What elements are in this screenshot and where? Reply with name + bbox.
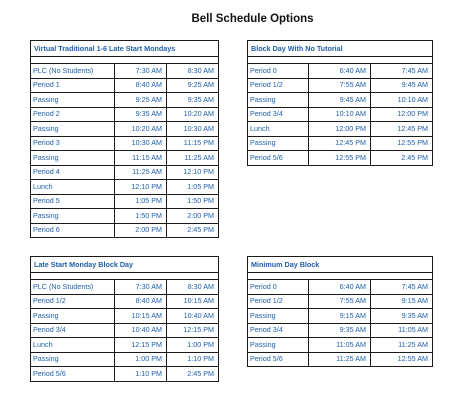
period-cell: Period 3/4	[248, 323, 309, 338]
end-time-cell: 7:45 AM	[371, 280, 433, 295]
period-cell: Passing	[31, 93, 115, 108]
start-time-cell: 2:00 PM	[115, 223, 167, 238]
end-time-cell: 2:00 PM	[167, 209, 219, 224]
end-time-cell: 11:25 AM	[167, 151, 219, 166]
period-cell: Lunch	[31, 180, 115, 195]
end-time-cell: 8:30 AM	[167, 280, 219, 295]
table-row	[31, 367, 219, 382]
start-time-cell: 9:45 AM	[309, 93, 371, 108]
start-time-cell: 7:30 AM	[115, 64, 167, 79]
table-spacer-row	[248, 273, 433, 280]
start-time-cell: 10:40 AM	[115, 323, 167, 338]
period-cell: PLC (No Students)	[31, 64, 115, 79]
period-cell: Lunch	[248, 122, 309, 137]
end-time-cell: 12:55 AM	[371, 352, 433, 367]
start-time-cell: 10:15 AM	[115, 309, 167, 324]
table-row	[248, 93, 433, 108]
end-time-cell: 7:45 AM	[371, 64, 433, 79]
table-spacer	[31, 273, 219, 280]
schedule-table-virtual-traditional	[30, 40, 219, 238]
table-row	[31, 180, 219, 195]
table-spacer	[248, 57, 433, 64]
end-time-cell: 9:25 AM	[167, 78, 219, 93]
start-time-cell: 10:20 AM	[115, 122, 167, 137]
period-cell: Period 1/2	[248, 294, 309, 309]
table-row	[31, 352, 219, 367]
end-time-cell: 12:45 PM	[371, 122, 433, 137]
end-time-cell: 2:45 PM	[167, 223, 219, 238]
period-cell: Period 5/6	[248, 151, 309, 166]
period-cell: Period 3	[31, 136, 115, 151]
table-row	[31, 209, 219, 224]
table-row	[31, 64, 219, 79]
start-time-cell: 6:40 AM	[309, 64, 371, 79]
table-row	[31, 165, 219, 180]
table-row	[31, 93, 219, 108]
period-cell: Period 0	[248, 280, 309, 295]
start-time-cell: 8:40 AM	[115, 294, 167, 309]
end-time-cell: 11:15 PM	[167, 136, 219, 151]
start-time-cell: 7:55 AM	[309, 78, 371, 93]
table-row	[248, 122, 433, 137]
end-time-cell: 12:55 PM	[371, 136, 433, 151]
end-time-cell: 11:25 AM	[371, 338, 433, 353]
period-cell: Period 6	[31, 223, 115, 238]
start-time-cell: 6:40 AM	[309, 280, 371, 295]
end-time-cell: 1:05 PM	[167, 180, 219, 195]
end-time-cell: 10:20 AM	[167, 107, 219, 122]
period-cell: Passing	[248, 93, 309, 108]
period-cell: Passing	[31, 122, 115, 137]
end-time-cell: 1:50 PM	[167, 194, 219, 209]
period-cell: Period 3/4	[31, 323, 115, 338]
table-row	[31, 280, 219, 295]
period-cell: Period 1/2	[31, 294, 115, 309]
end-time-cell: 10:15 AM	[167, 294, 219, 309]
start-time-cell: 1:50 PM	[115, 209, 167, 224]
start-time-cell: 11:25 AM	[309, 352, 371, 367]
period-cell: Period 1/2	[248, 78, 309, 93]
table-row	[248, 78, 433, 93]
table-title-row	[31, 257, 219, 273]
start-time-cell: 1:10 PM	[115, 367, 167, 382]
period-cell: Passing	[31, 352, 115, 367]
start-time-cell: 12:55 PM	[309, 151, 371, 166]
end-time-cell: 10:40 AM	[167, 309, 219, 324]
end-time-cell: 12:10 PM	[167, 165, 219, 180]
period-cell: Passing	[31, 151, 115, 166]
period-cell: Period 5/6	[248, 352, 309, 367]
end-time-cell: 9:15 AM	[371, 294, 433, 309]
schedule-table-late-start-monday-block	[30, 256, 219, 382]
start-time-cell: 12:45 PM	[309, 136, 371, 151]
table-spacer-row	[31, 57, 219, 64]
table-spacer-row	[31, 273, 219, 280]
end-time-cell: 12:00 PM	[371, 107, 433, 122]
table-row	[248, 309, 433, 324]
period-cell: Passing	[31, 309, 115, 324]
table-row	[248, 323, 433, 338]
table-row	[31, 107, 219, 122]
end-time-cell: 9:45 AM	[371, 78, 433, 93]
table-row	[248, 107, 433, 122]
period-cell: Period 1	[31, 78, 115, 93]
table-row	[31, 309, 219, 324]
start-time-cell: 12:15 PM	[115, 338, 167, 353]
period-cell: Passing	[248, 309, 309, 324]
period-cell: Lunch	[31, 338, 115, 353]
period-cell: Period 3/4	[248, 107, 309, 122]
end-time-cell: 8:30 AM	[167, 64, 219, 79]
start-time-cell: 7:55 AM	[309, 294, 371, 309]
end-time-cell: 1:00 PM	[167, 338, 219, 353]
table-row	[31, 136, 219, 151]
start-time-cell: 12:10 PM	[115, 180, 167, 195]
table-row	[31, 194, 219, 209]
start-time-cell: 10:10 AM	[309, 107, 371, 122]
start-time-cell: 11:25 AM	[115, 165, 167, 180]
start-time-cell: 9:25 AM	[115, 93, 167, 108]
table-row	[31, 338, 219, 353]
start-time-cell: 11:05 AM	[309, 338, 371, 353]
period-cell: Period 5/6	[31, 367, 115, 382]
end-time-cell: 2:45 PM	[167, 367, 219, 382]
table-title: Block Day With No Tutorial	[248, 41, 433, 57]
table-title-row	[31, 41, 219, 57]
start-time-cell: 12:00 PM	[309, 122, 371, 137]
table-row	[31, 78, 219, 93]
period-cell: Period 5	[31, 194, 115, 209]
table-spacer-row	[248, 57, 433, 64]
schedule-table-minimum-day-block	[247, 256, 433, 367]
table-title: Late Start Monday Block Day	[31, 257, 219, 273]
end-time-cell: 2:45 PM	[371, 151, 433, 166]
table-title: Minimum Day Block	[248, 257, 433, 273]
start-time-cell: 9:35 AM	[309, 323, 371, 338]
period-cell: Period 2	[31, 107, 115, 122]
table-title: Virtual Traditional 1-6 Late Start Mondays	[31, 41, 219, 57]
table-row	[31, 294, 219, 309]
table-row	[248, 64, 433, 79]
start-time-cell: 9:35 AM	[115, 107, 167, 122]
start-time-cell: 8:40 AM	[115, 78, 167, 93]
period-cell: Passing	[248, 338, 309, 353]
table-title-row	[248, 257, 433, 273]
page-title: Bell Schedule Options	[191, 13, 314, 25]
table-row	[248, 338, 433, 353]
schedule-table-block-day-no-tutorial	[247, 40, 433, 166]
period-cell: Period 4	[31, 165, 115, 180]
end-time-cell: 10:10 AM	[371, 93, 433, 108]
table-row	[248, 151, 433, 166]
period-cell: Passing	[31, 209, 115, 224]
table-row	[248, 294, 433, 309]
start-time-cell: 9:15 AM	[309, 309, 371, 324]
end-time-cell: 9:35 AM	[167, 93, 219, 108]
start-time-cell: 7:30 AM	[115, 280, 167, 295]
table-row	[31, 323, 219, 338]
start-time-cell: 11:15 AM	[115, 151, 167, 166]
end-time-cell: 11:05 AM	[371, 323, 433, 338]
end-time-cell: 12:15 PM	[167, 323, 219, 338]
table-title-row	[248, 41, 433, 57]
table-spacer	[31, 57, 219, 64]
table-row	[248, 352, 433, 367]
table-row	[248, 136, 433, 151]
period-cell: Period 0	[248, 64, 309, 79]
period-cell: PLC (No Students)	[31, 280, 115, 295]
table-row	[248, 280, 433, 295]
start-time-cell: 1:05 PM	[115, 194, 167, 209]
table-spacer	[248, 273, 433, 280]
end-time-cell: 10:30 AM	[167, 122, 219, 137]
end-time-cell: 9:35 AM	[371, 309, 433, 324]
start-time-cell: 10:30 AM	[115, 136, 167, 151]
period-cell: Passing	[248, 136, 309, 151]
table-row	[31, 223, 219, 238]
table-row	[31, 122, 219, 137]
table-row	[31, 151, 219, 166]
end-time-cell: 1:10 PM	[167, 352, 219, 367]
start-time-cell: 1:00 PM	[115, 352, 167, 367]
